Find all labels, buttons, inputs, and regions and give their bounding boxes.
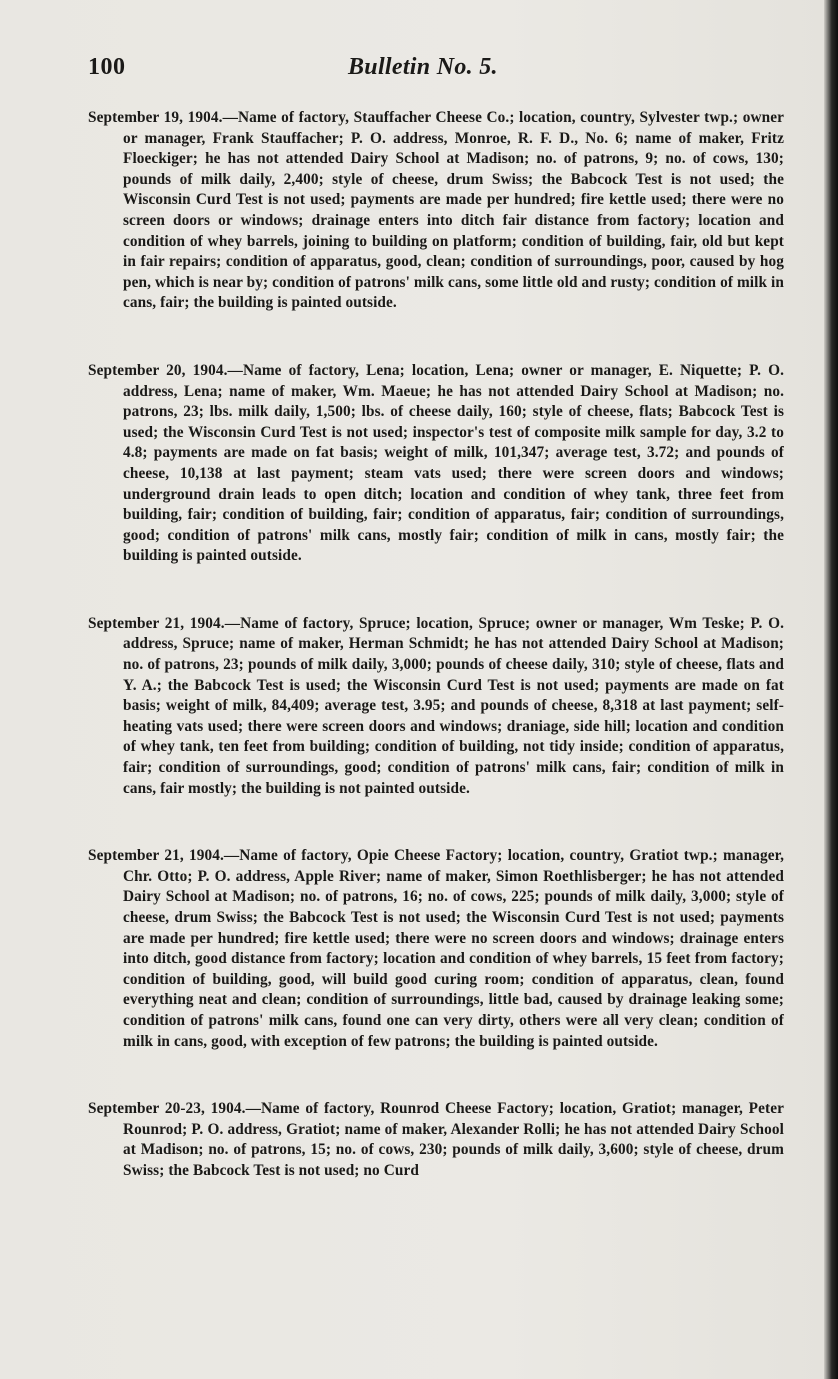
inspection-entry-stauffacher: September 19, 1904.—Name of factory, Stauffacher Cheese Co.; location, country, Sylvester twp.; owner or manager, Frank Stauffacher; P. O. address, Monroe, R. F. D., No. 6; name of maker, Fritz Floeckiger; he has not attended Dairy School at Madison; no. of patrons, 9; no. of cows, 130; pounds of milk daily, 2,400; style of cheese, drum Swiss; the Babcock Test is not used; the Wisconsin Curd Test is not used; payments are made per hundred; fire kettle used; there were no screen doors or windows; drainage enters into ditch fair distance from factory; location and condition of whey barrels, joining to building on platform; condition of building, fair, old but kept in fair repairs; condition of apparatus, good, clean; condition of surroundings, poor, caused by hog pen, which is near by; condition of patrons' milk cans, some little old and rusty; condition of milk in cans, fair; the building is painted outside. [88, 109, 784, 312]
inspection-entry-lena: September 20, 1904.—Name of factory, Lena; location, Lena; owner or manager, E. Niquette; P. O. address, Lena; name of maker, Wm. Maeue; he has not attended Dairy School at Madison; no. patrons, 23; lbs. milk daily, 1,500; lbs. of cheese daily, 160; style of cheese, flats; Babcock Test is used; the Wisconsin Curd Test is not used; inspector's test of composite milk sample for day, 3.2 to 4.8; payments are made on fat basis; weight of milk, 101,347; average test, 3.72; and pounds of cheese, 10,138 at last payment; steam vats used; there were screen doors and windows; underground drain leads to open ditch; location and condition of whey tank, three feet from building, fair; condition of building, fair; condition of apparatus, fair; condition of surroundings, good; condition of patrons' milk cans, mostly fair; condition of milk in cans, mostly fair; the building is painted outside. [88, 361, 784, 565]
page-body [88, 108, 784, 1229]
page-number: 100 [88, 54, 126, 80]
inspection-entry-spruce: September 21, 1904.—Name of factory, Spruce; location, Spruce; owner or manager, Wm Teske; P. O. address, Spruce; name of maker, Herman Schmidt; he has not attended Dairy School at Madison; no. of patrons, 23; pounds of milk daily, 3,000; pounds of cheese daily, 310; style of cheese, flats and Y. A.; the Babcock Test is used; the Wisconsin Curd Test is not used; payments are made on fat basis; weight of milk, 84,409; average test, 3.95; and pounds of cheese, 8,318 at last payment; self-heating vats used; there were screen doors and windows; draniage, side hill; location and condition of whey tank, ten feet from building; condition of building, not tidy inside; condition of apparatus, fair; condition of surroundings, good; condition of patrons' milk cans, fair; condition of milk in cans, fair mostly; the building is not painted outside. [88, 614, 784, 797]
inspection-entry-rounrod: September 20-23, 1904.—Name of factory, Rounrod Cheese Factory; location, Gratiot; manager, Peter Rounrod; P. O. address, Gratiot; name of maker, Alexander Rolli; he has not attended Dairy School at Madison; no. of patrons, 15; no. of cows, 230; pounds of milk daily, 3,600; style of cheese, drum Swiss; the Babcock Test is not used; no Curd [88, 1100, 784, 1179]
inspection-entry-opie: September 21, 1904.—Name of factory, Opie Cheese Factory; location, country, Gratiot twp.; manager, Chr. Otto; P. O. address, Apple River; name of maker, Simon Roethlisberger; he has not attended Dairy School at Madison; no. of patrons, 16; no. of cows, 225; pounds of milk daily, 3,000; style of cheese, drum Swiss; the Babcock Test is not used; the Wisconsin Curd Test is not used; payments are made per hundred; fire kettle used; there were no screen doors and windows; drainage enters into ditch, good distance from factory; location and condition of whey barrels, 15 feet from factory; condition of building, good, will build good curing room; condition of apparatus, clean, found everything neat and clean; condition of surroundings, little bad, caused by drainage leaking some; condition of patrons' milk cans, found one can very dirty, others were all very clean; condition of milk in cans, good, with exception of few patrons; the building is painted outside. [88, 847, 784, 1050]
page-header [88, 54, 788, 90]
binding-edge-shadow [824, 0, 838, 1379]
running-title: Bulletin No. 5. [348, 54, 498, 80]
